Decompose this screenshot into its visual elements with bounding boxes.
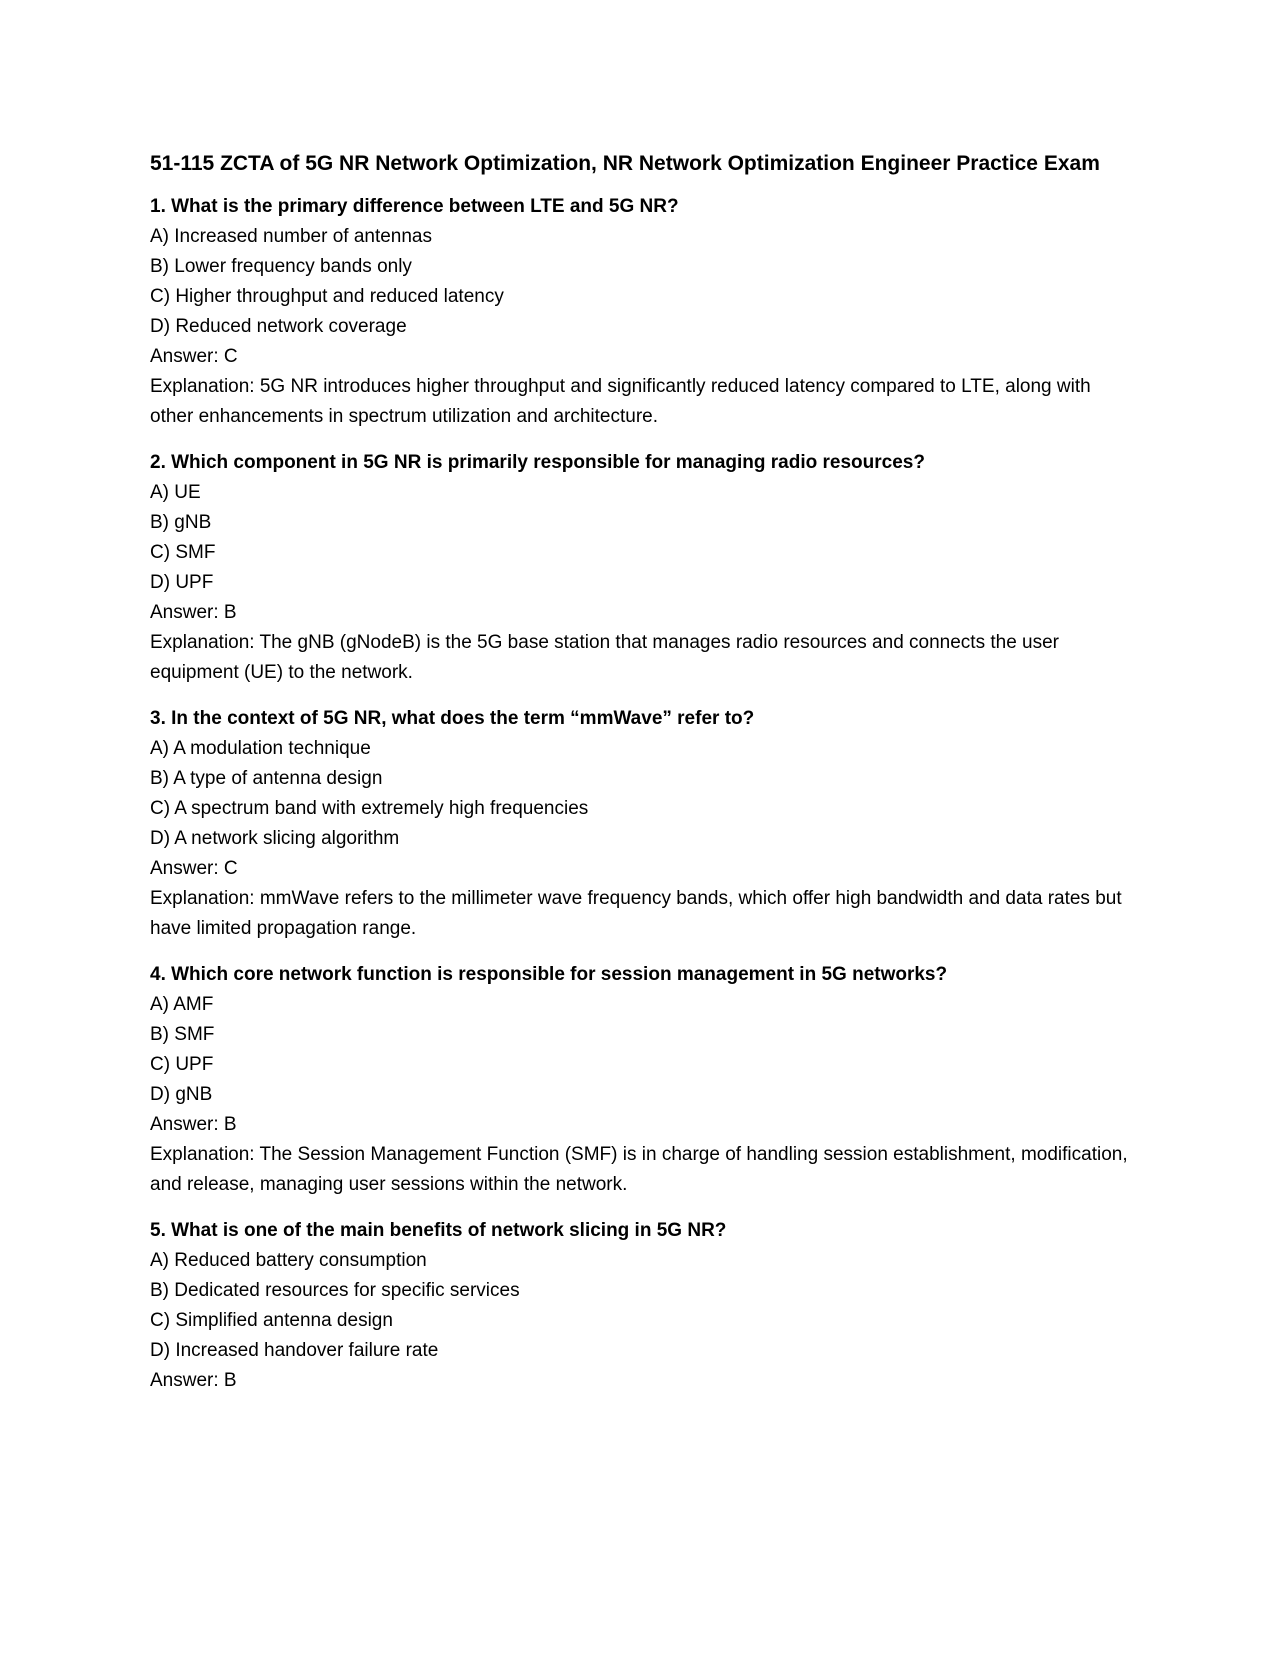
answer-text: Answer: B: [150, 1370, 237, 1391]
option-a: A) Reduced battery consumption: [150, 1250, 427, 1271]
option-c: C) Higher throughput and reduced latency: [150, 286, 504, 307]
question-block: [150, 704, 1130, 944]
question-text: 3. In the context of 5G NR, what does the term “mmWave” refer to?: [150, 708, 755, 729]
option-c: C) Simplified antenna design: [150, 1310, 393, 1331]
option-d: D) A network slicing algorithm: [150, 828, 400, 849]
answer-text: Answer: B: [150, 602, 237, 623]
question-block: [150, 960, 1130, 1200]
option-a: A) Increased number of antennas: [150, 226, 433, 247]
option-c: C) SMF: [150, 542, 216, 563]
explanation-text: Explanation: The Session Management Function (SMF) is in charge of handling session establishment, modification, and release, managing user sessions within the network.: [150, 1144, 1128, 1195]
option-d: D) Reduced network coverage: [150, 316, 407, 337]
option-b: B) gNB: [150, 512, 212, 533]
option-b: B) Lower frequency bands only: [150, 256, 412, 277]
answer-text: Answer: C: [150, 346, 238, 367]
option-a: A) A modulation technique: [150, 738, 371, 759]
question-text: 1. What is the primary difference between LTE and 5G NR?: [150, 196, 679, 217]
answer-text: Answer: B: [150, 1114, 237, 1135]
question-block: [150, 448, 1130, 688]
option-a: A) AMF: [150, 994, 214, 1015]
question-block: [150, 192, 1130, 432]
option-c: C) A spectrum band with extremely high frequencies: [150, 798, 589, 819]
option-b: B) A type of antenna design: [150, 768, 383, 789]
option-b: B) Dedicated resources for specific services: [150, 1280, 520, 1301]
option-d: D) UPF: [150, 572, 214, 593]
explanation-text: Explanation: 5G NR introduces higher throughput and significantly reduced latency compared to LTE, along with other enhancements in spectrum utilization and architecture.: [150, 376, 1091, 427]
question-block: [150, 1216, 1130, 1396]
explanation-text: Explanation: mmWave refers to the millimeter wave frequency bands, which offer high bandwidth and data rates but have limited propagation range.: [150, 888, 1122, 939]
explanation-text: Explanation: The gNB (gNodeB) is the 5G base station that manages radio resources and connects the user equipment (UE) to the network.: [150, 632, 1060, 683]
option-d: D) gNB: [150, 1084, 213, 1105]
option-d: D) Increased handover failure rate: [150, 1340, 439, 1361]
option-a: A) UE: [150, 482, 201, 503]
question-text: 5. What is one of the main benefits of network slicing in 5G NR?: [150, 1220, 727, 1241]
document-page: [150, 147, 1130, 1412]
question-text: 4. Which core network function is responsible for session management in 5G networks?: [150, 964, 948, 985]
page-title: 51-115 ZCTA of 5G NR Network Optimization, NR Network Optimization Engineer Practice Exam: [150, 152, 1100, 175]
option-b: B) SMF: [150, 1024, 215, 1045]
question-text: 2. Which component in 5G NR is primarily responsible for managing radio resources?: [150, 452, 925, 473]
option-c: C) UPF: [150, 1054, 214, 1075]
answer-text: Answer: C: [150, 858, 238, 879]
